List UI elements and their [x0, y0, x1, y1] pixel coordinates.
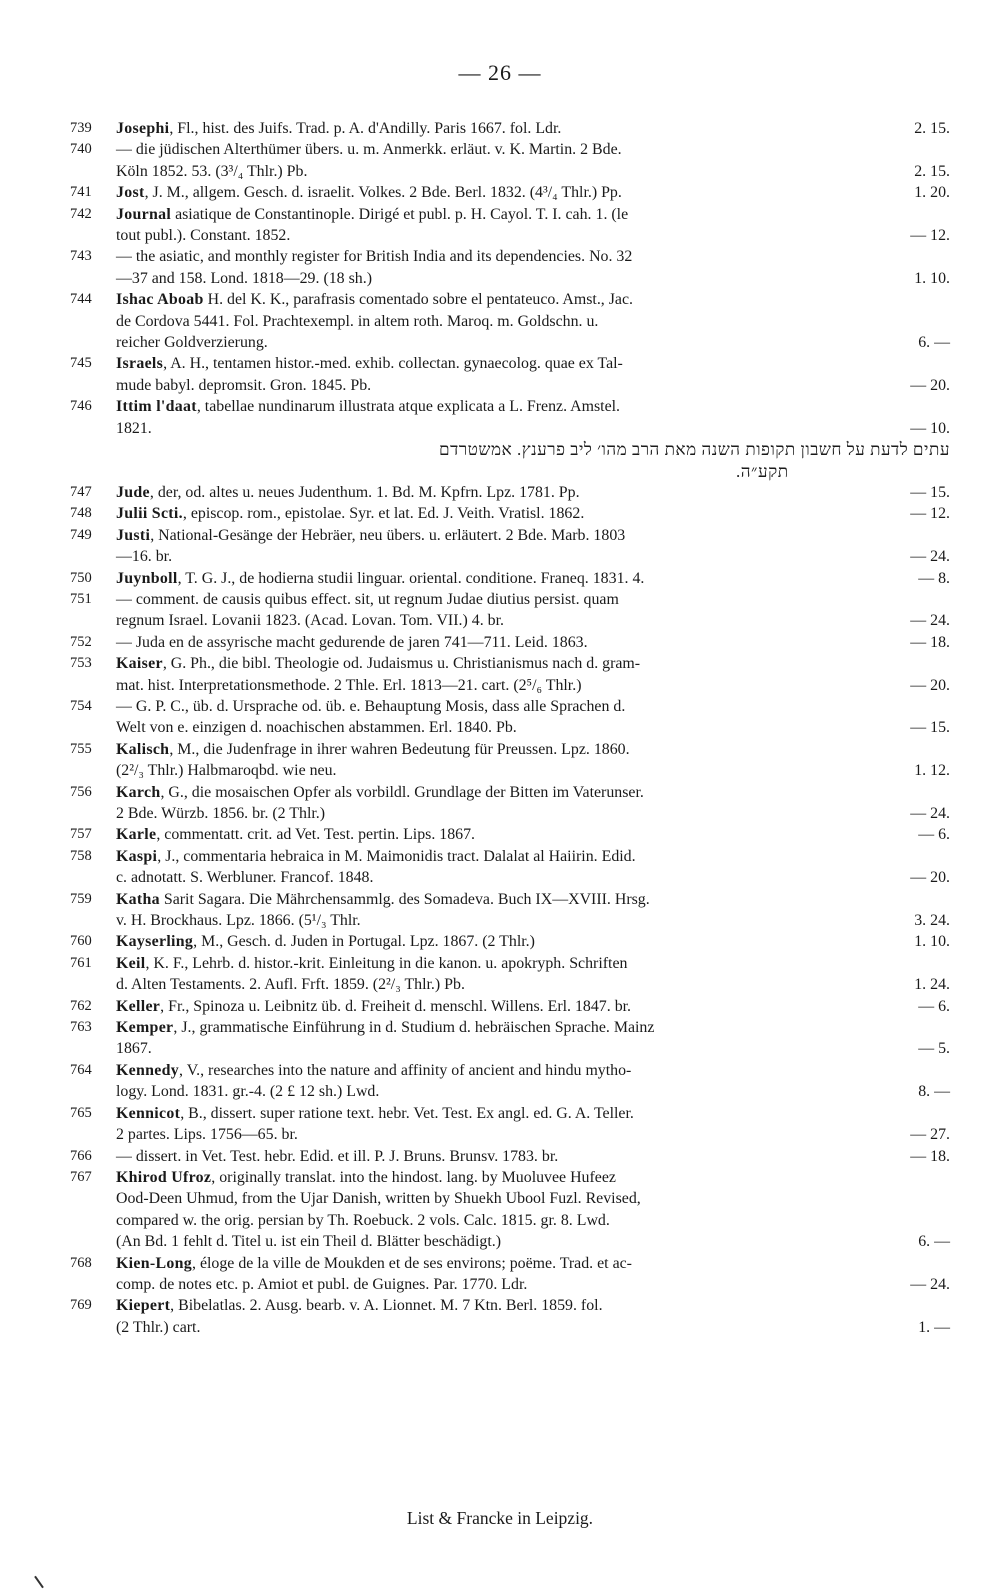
catalog-entry [70, 139, 950, 182]
catalog-entry [70, 996, 950, 1017]
entry-price: 1. — [918, 1318, 950, 1336]
entry-text: Sarit Sagara. Die Mährchensammlg. des Somadeva. Buch IX—XVIII. Hrsg. [159, 890, 650, 908]
entry-text: — the asiatic, and monthly register for British India and its dependencies. No. 32 [116, 248, 633, 266]
entry-number: 757 [70, 826, 92, 843]
entry-line [116, 1188, 950, 1209]
entry-price: — 24. [910, 548, 950, 566]
entry-number: 747 [70, 483, 92, 500]
catalog-entry [70, 482, 950, 503]
entry-price: — 20. [910, 869, 950, 887]
catalog-entry [70, 396, 950, 439]
entry-price: 8. — [918, 1083, 950, 1101]
catalog-entry [70, 632, 950, 653]
entry-number: 767 [70, 1168, 92, 1185]
entry-text: , B., dissert. super ratione text. hebr. Vet. Test. Ex angl. ed. G. A. Teller. [180, 1104, 634, 1122]
entry-heading: Karch [116, 783, 161, 801]
entry-text: — Juda en de assyrische macht gedurende de jaren 741—711. Leid. 1863. [116, 633, 588, 651]
entry-line [116, 1103, 950, 1124]
hebrew-title-line: עתים לדעת על חשבון תקופות השנה מאת הרב מהו׳ ליב פרענץ. אמשטרדם [439, 440, 950, 460]
entry-heading: Kaspi [116, 847, 158, 865]
entry-text: , T. G. J., de hodierna studii linguar. oriental. conditione. Franeq. 1831. 4. [177, 569, 645, 587]
entry-number: 756 [70, 783, 92, 800]
entry-heading: Justi [116, 526, 151, 544]
entry-price: 6. — [918, 1233, 950, 1251]
entry-line [116, 568, 950, 589]
entry-text: v. H. Brockhaus. Lpz. 1866. (5¹/₃ Thlr. [116, 912, 361, 930]
entry-number: 742 [70, 205, 92, 222]
entry-text: , commentatt. crit. ad Vet. Test. pertin. Lips. 1867. [156, 826, 476, 844]
entry-line [116, 867, 950, 888]
entry-price: 1. 20. [914, 184, 950, 202]
entry-line [116, 632, 950, 653]
entry-text: —37 and 158. Lond. 1818—29. (18 sh.) [116, 269, 372, 287]
entry-number: 759 [70, 890, 92, 907]
entry-number: 751 [70, 590, 92, 607]
entry-text: , G., die mosaischen Opfer als vorbildl. Grundlage der Bitten im Vaterunser. [160, 783, 644, 801]
entry-line [116, 1210, 950, 1231]
entry-text: —16. br. [116, 548, 173, 566]
entry-price: — 24. [910, 1275, 950, 1293]
catalog-entry [70, 1103, 950, 1146]
entry-line [116, 610, 950, 631]
entry-line [116, 289, 950, 310]
entry-text: , éloge de la ville de Moukden et de ses environs; poëme. Trad. et ac- [192, 1254, 632, 1272]
entry-price: 2. 15. [914, 120, 950, 137]
entry-text: compared w. the orig. persian by Th. Roebuck. 2 vols. Calc. 1815. gr. 8. Lwd. [116, 1211, 610, 1229]
entry-text: 1821. [116, 419, 152, 437]
entry-line [116, 910, 950, 931]
entry-text: de Cordova 5441. Fol. Prachtexempl. in altem roth. Maroq. m. Goldschn. u. [116, 312, 599, 330]
catalog-entry [70, 1167, 950, 1253]
entry-text: 1867. [116, 1040, 152, 1058]
entry-line [116, 1231, 950, 1252]
entry-text: tout publ.). Constant. 1852. [116, 227, 291, 245]
entry-text: — G. P. C., üb. d. Ursprache od. üb. e. Behauptung Mosis, dass alle Sprachen d. [116, 697, 626, 715]
entry-price: — 20. [910, 376, 950, 394]
entry-line [116, 824, 950, 845]
entry-text: Welt von e. einzigen d. noachischen abstammen. Erl. 1840. Pb. [116, 719, 517, 737]
entry-line [116, 675, 950, 696]
entry-text: , M., Gesch. d. Juden in Portugal. Lpz. 1867. (2 Thlr.) [193, 933, 535, 951]
entry-line [116, 953, 950, 974]
entry-price: — 10. [910, 419, 950, 437]
hebrew-title [70, 439, 950, 482]
entry-number: 769 [70, 1297, 92, 1314]
entry-text: mude babyl. depromsit. Gron. 1845. Pb. [116, 376, 372, 394]
entry-text: — dissert. in Vet. Test. hebr. Edid. et ill. P. J. Bruns. Brunsv. 1783. br. [116, 1147, 559, 1165]
entry-line [116, 1081, 950, 1102]
entry-line [116, 118, 950, 139]
catalog-entry [70, 653, 950, 696]
entry-heading: Kennedy [116, 1061, 180, 1079]
entry-line [116, 782, 950, 803]
entry-price: — 24. [910, 612, 950, 630]
entry-line [116, 182, 950, 203]
entry-price: — 27. [910, 1126, 950, 1144]
entry-line [116, 1253, 950, 1274]
entry-heading: Karle [116, 826, 157, 844]
entry-text: Köln 1852. 53. (3³/₄ Thlr.) Pb. [116, 162, 308, 180]
entry-price: — 6. [918, 997, 950, 1015]
entry-number: 753 [70, 655, 92, 672]
entry-line [116, 931, 950, 952]
entry-heading: Julii Scti. [116, 505, 183, 523]
entry-price: 6. — [918, 334, 950, 352]
entry-text: , originally translat. into the hindost. lang. by Muoluvee Hufeez [211, 1168, 616, 1186]
entry-line [116, 1167, 950, 1188]
entry-text: (An Bd. 1 fehlt d. Titel u. ist ein Theil d. Blätter beschädigt.) [116, 1233, 502, 1251]
catalog-entry [70, 782, 950, 825]
entry-text: , J., commentaria hebraica in M. Maimonidis tract. Dalalat al Haiirin. Edid. [157, 847, 636, 865]
entry-number: 768 [70, 1254, 92, 1271]
entry-line [116, 1295, 950, 1316]
entry-price: — 12. [910, 505, 950, 523]
entry-line [116, 246, 950, 267]
entry-text: reicher Goldverzierung. [116, 334, 268, 352]
entry-line [116, 1038, 950, 1059]
entry-text: regnum Israel. Lovanii 1823. (Acad. Lovan. Tom. VII.) 4. br. [116, 612, 504, 630]
hebrew-title-line: תקע״ה. [736, 461, 789, 481]
catalog-entry [70, 931, 950, 952]
entry-line [116, 717, 950, 738]
entry-number: 748 [70, 505, 92, 522]
catalog-entry [70, 1253, 950, 1296]
entry-heading: Kayserling [116, 933, 194, 951]
catalog-entry [70, 824, 950, 845]
entry-text: , Fr., Spinoza u. Leibnitz üb. d. Freiheit d. menschl. Willens. Erl. 1847. br. [160, 997, 632, 1015]
entry-text: — die jüdischen Alterthümer übers. u. m. Anmerkk. erläut. v. K. Martin. 2 Bde. [116, 141, 622, 159]
entry-text: , tabellae nundinarum illustrata atque explicata a L. Frenz. Amstel. [196, 398, 621, 416]
entry-text: c. adnotatt. S. Werbluner. Francof. 1848. [116, 869, 374, 887]
entry-text: logy. Lond. 1831. gr.-4. (2 £ 12 sh.) Lwd. [116, 1083, 380, 1101]
entry-number: 749 [70, 526, 92, 543]
entry-text: 2 partes. Lips. 1756—65. br. [116, 1126, 298, 1144]
entry-text: , M., die Judenfrage in ihrer wahren Bedeutung für Preussen. Lpz. 1860. [169, 740, 630, 758]
entry-price: — 12. [910, 227, 950, 245]
entry-number: 754 [70, 697, 92, 714]
catalog-entry [70, 568, 950, 589]
entry-line [116, 739, 950, 760]
entry-heading: Kiepert [116, 1297, 171, 1315]
catalog-entry [70, 889, 950, 932]
entry-line [116, 653, 950, 674]
entry-price: — 24. [910, 805, 950, 822]
entry-number: 745 [70, 355, 92, 372]
entry-number: 761 [70, 954, 92, 971]
entry-text: — comment. de causis quibus effect. sit, ut regnum Judae diutius persist. quam [116, 590, 619, 608]
entry-text: 2 Bde. Würzb. 1856. br. (2 Thlr.) [116, 805, 326, 822]
entry-line [116, 1124, 950, 1145]
entry-heading: Kaiser [116, 655, 163, 673]
entry-line [116, 546, 950, 567]
entry-heading: Khirod Ufroz [116, 1168, 212, 1186]
catalog-entry [70, 589, 950, 632]
entry-heading: Jude [116, 483, 150, 501]
entry-heading: Katha [116, 890, 160, 908]
entry-number: 744 [70, 291, 92, 308]
entry-text: , der, od. altes u. neues Judenthum. 1. Bd. M. Kpfrn. Lpz. 1781. Pp. [149, 483, 580, 501]
entry-price: — 20. [910, 676, 950, 694]
entry-list [70, 118, 950, 1338]
entry-line [116, 696, 950, 717]
entry-heading: Kennicot [116, 1104, 181, 1122]
entry-number: 765 [70, 1104, 92, 1121]
page-number: — 26 — [458, 60, 542, 85]
entry-line [116, 1146, 950, 1167]
entry-price: — 6. [918, 826, 950, 844]
entry-price: 1. 10. [914, 933, 950, 951]
entry-price: — 18. [910, 1147, 950, 1165]
entry-number: 762 [70, 997, 92, 1014]
entry-price: — 8. [918, 569, 950, 587]
publisher-footer: List & Francke in Leipzig. [406, 1508, 594, 1528]
entry-heading: Journal [116, 205, 172, 223]
entry-line [116, 846, 950, 867]
entry-heading: Ishac Aboab [116, 291, 204, 309]
catalog-entry [70, 503, 950, 524]
entry-number: 743 [70, 248, 92, 265]
entry-heading: Kalisch [116, 740, 170, 758]
entry-line [116, 525, 950, 546]
entry-text: , episcop. rom., epistolae. Syr. et lat. Ed. J. Veith. Vratisl. 1862. [182, 505, 585, 523]
entry-price: 1. 10. [914, 269, 950, 287]
entry-heading: Jost [116, 184, 145, 202]
entry-line [116, 353, 950, 374]
entry-price: 1. 24. [914, 976, 950, 994]
entry-line [116, 482, 950, 503]
entry-text: H. del K. K., parafrasis comentado sobre el pentateuco. Amst., Jac. [203, 291, 634, 309]
entry-text: , Bibelatlas. 2. Ausg. bearb. v. A. Lionnet. M. 7 Ktn. Berl. 1859. fol. [170, 1297, 603, 1315]
entry-line [116, 332, 950, 353]
entry-heading: Kemper [116, 1019, 174, 1037]
catalog-entry [70, 1146, 950, 1167]
entry-text: asiatique de Constantinople. Dirigé et publ. p. H. Cayol. T. I. cah. 1. (le [171, 205, 629, 223]
entry-number: 764 [70, 1061, 92, 1078]
entry-text: d. Alten Testaments. 2. Aufl. Frft. 1859. (2²/₃ Thlr.) Pb. [116, 976, 465, 994]
catalog-entry [70, 182, 950, 203]
catalog-entry [70, 846, 950, 889]
entry-price: 3. 24. [914, 912, 950, 930]
catalog-entry [70, 739, 950, 782]
entry-line [116, 268, 950, 289]
entry-line [116, 803, 950, 824]
entry-text: comp. de notes etc. p. Amiot et publ. de Guignes. Par. 1770. Ldr. [116, 1275, 528, 1293]
entry-number: 739 [70, 120, 92, 136]
catalog-entry [70, 525, 950, 568]
entry-text: , K. F., Lehrb. d. histor.-krit. Einleitung in die kanon. u. apokryph. Schriften [145, 954, 628, 972]
entry-heading: Juynboll [116, 569, 178, 587]
entry-price: 2. 15. [914, 162, 950, 180]
stray-mark [34, 1576, 44, 1589]
entry-line [116, 139, 950, 160]
entry-price: — 15. [910, 483, 950, 501]
catalog-entry [70, 246, 950, 289]
catalog-entry [70, 1017, 950, 1060]
catalog-entry [70, 204, 950, 247]
entry-line [116, 396, 950, 417]
catalog-entry [70, 1060, 950, 1103]
catalog-entry [70, 289, 950, 353]
entry-text: , J. M., allgem. Gesch. d. israelit. Volkes. 2 Bde. Berl. 1832. (4³/₄ Thlr.) Pp. [144, 184, 622, 202]
entry-number: 760 [70, 933, 92, 950]
entry-line [116, 996, 950, 1017]
entry-heading: Keller [116, 997, 161, 1015]
entry-line [116, 204, 950, 225]
entry-line [116, 503, 950, 524]
entry-price: — 5. [918, 1040, 950, 1058]
entry-text: , V., researches into the nature and affinity of ancient and hindu mytho- [179, 1061, 632, 1079]
entry-line [116, 161, 950, 182]
entry-line [116, 418, 950, 439]
entry-line [116, 1060, 950, 1081]
entry-text: Ood-Deen Uhmud, from the Ujar Danish, written by Shuekh Ubool Fuzl. Revised, [116, 1190, 641, 1208]
catalog-entry [70, 118, 950, 139]
entry-heading: Israels [116, 355, 164, 373]
entry-number: 740 [70, 141, 92, 158]
entry-line [116, 1017, 950, 1038]
entry-text: , Fl., hist. des Juifs. Trad. p. A. d'Andilly. Paris 1667. fol. Ldr. [169, 120, 562, 137]
entry-line [116, 375, 950, 396]
entry-heading: Keil [116, 954, 146, 972]
entry-text: , National-Gesänge der Hebräer, neu übers. u. erläutert. 2 Bde. Marb. 1803 [150, 526, 626, 544]
entry-number: 758 [70, 847, 92, 864]
entry-line [116, 760, 950, 781]
entry-price: — 18. [910, 633, 950, 651]
entry-price: — 15. [910, 719, 950, 737]
entry-line [116, 889, 950, 910]
entry-heading: Ittim l'daat [116, 398, 197, 416]
entry-text: , A. H., tentamen histor.-med. exhib. collectan. gynaecolog. quae ex Tal- [163, 355, 623, 373]
catalog-entry [70, 696, 950, 739]
entry-text: , G. Ph., die bibl. Theologie od. Judaismus u. Christianismus nach d. gram- [162, 655, 641, 673]
catalog-entry [70, 953, 950, 996]
entry-line [116, 225, 950, 246]
entry-number: 755 [70, 740, 92, 757]
entry-heading: Kien-Long [116, 1254, 192, 1272]
entry-text: , J., grammatische Einführung in d. Studium d. hebräischen Sprache. Mainz [173, 1019, 655, 1037]
entry-text: (2²/₃ Thlr.) Halbmaroqbd. wie neu. [116, 762, 337, 780]
entry-heading: Josephi [116, 120, 170, 137]
entry-text: (2 Thlr.) cart. [116, 1318, 201, 1336]
entry-line [116, 974, 950, 995]
entry-number: 746 [70, 398, 92, 415]
entry-number: 763 [70, 1019, 92, 1036]
entry-text: mat. hist. Interpretationsmethode. 2 Thle. Erl. 1813—21. cart. (2⁵/₆ Thlr.) [116, 676, 582, 694]
entry-line [116, 589, 950, 610]
catalog-entry [70, 1295, 950, 1338]
entry-number: 741 [70, 184, 92, 201]
entry-line [116, 1317, 950, 1338]
entry-line [116, 311, 950, 332]
entry-price: 1. 12. [914, 762, 950, 780]
entry-number: 766 [70, 1147, 92, 1164]
entry-number: 752 [70, 633, 92, 650]
entry-line [116, 1274, 950, 1295]
catalog-entry [70, 353, 950, 396]
entry-number: 750 [70, 569, 92, 586]
